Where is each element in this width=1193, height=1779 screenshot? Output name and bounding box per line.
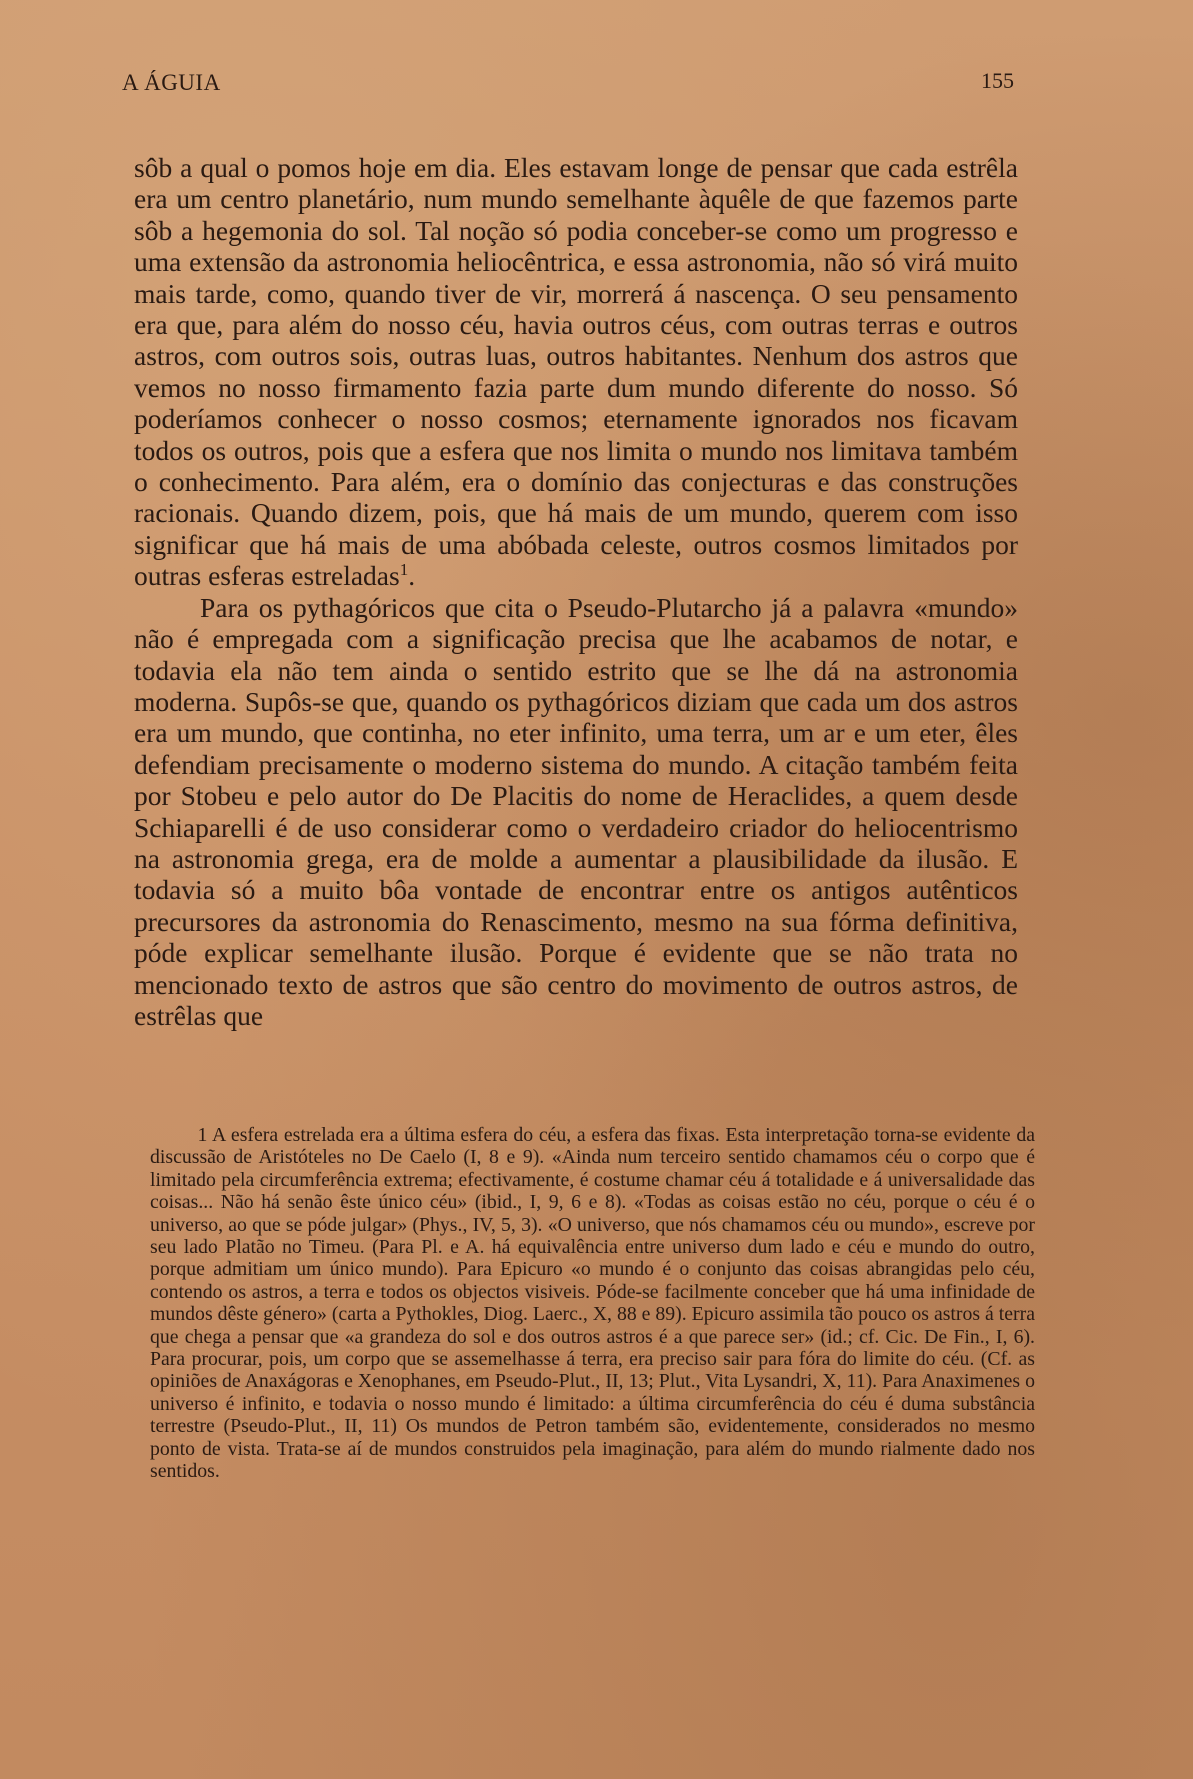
paragraph (134, 152, 1018, 592)
footnote-reference: 1 (399, 560, 409, 580)
page-number: 155 (981, 68, 1014, 93)
footnotes (150, 1124, 1035, 1483)
paragraph (134, 592, 1018, 1032)
footnote-reference-suffix: . (408, 560, 416, 592)
journal-title: A ÁGUIA (122, 70, 221, 95)
running-head (122, 68, 1014, 102)
footnote-mark: 1 (197, 1124, 208, 1146)
footnote-text: A esfera estrelada era a última esfera do céu, a esfera das fixas. Esta interpretação torna-se evidente da discussão de Aristóteles no De Caelo (I, 8 e 9). «Ainda num terceiro sentido chamamos céu o corpo que é limitado pela circumferência extrema; efectivamente, é costume chamar céu á totalidade e á universalidade das coisas... Não há senão êste único céu» (ibid., I, 9, 6 e 8). «Todas as coisas estão no céu, porque o céu é o universo, ao que se póde julgar» (Phys., IV, 5, 3). «O universo, que nós chamamos céu ou mundo», escreve por seu lado Platão no Timeu. (Para Pl. e A. há equivalência entre universo dum lado e céu e mundo do outro, porque admitiam um único mundo). Para Epicuro «o mundo é o conjunto das coisas abrangidas pelo céu, contendo os astros, a terra e todos os objectos visiveis. Póde-se facilmente conceber que há uma infinidade de mundos dêste género» (carta a Pythokles, Diog. Laerc., X, 88 e 89). Epicuro assimila tão pouco os astros á terra que chega a pensar que «a grandeza do sol e dos outros astros é a que parece ser» (id.; cf. Cic. De Fin., I, 6). Para procurar, pois, um corpo que se assemelhasse á terra, era preciso sair para fóra do limite do céu. (Cf. as opiniões de Anaxágoras e Xenophanes, em Pseudo-Plut., II, 13; Plut., Vita Lysandri, X, 11). Para Anaximenes o universo é infinito, e todavia o nosso mundo é limitado: a última circumferência do céu é duma substância terrestre (Pseudo-Plut., II, 11) Os mundos de Petron também são, evidentemente, considerados no mesmo ponto de vista. Trata-se aí de mundos construidos pela imaginação, para além do mundo rialmente dado nos sentidos. (150, 1124, 1035, 1483)
paragraph-text: sôb a qual o pomos hoje em dia. Eles estavam longe de pensar que cada estrêla era um centro planetário, num mundo semelhante àquêle de que fazemos parte sôb a hegemonia do sol. Tal noção só podia conceber-se como um progresso e uma extensão da astronomia heliocêntrica, e essa astronomia, não só virá muito mais tarde, como, quando tiver de vir, morrerá á nascença. O seu pensamento era que, para além do nosso céu, havia outros céus, com outras terras e outros astros, com outros sois, outras luas, outros habitantes. Nenhum dos astros que vemos no nosso firmamento fazia parte dum mundo diferente do nosso. Só poderíamos conhecer o nosso cosmos; eternamente ignorados nos ficavam todos os outros, pois que a esfera que nos limita o mundo nos limitava também o conhecimento. Para além, era o domínio das conjecturas e das construções racionais. Quando dizem, pois, que há mais de um mundo, querem com isso significar que há mais de uma abóbada celeste, outros cosmos limitados por outras esferas estreladas (134, 152, 1018, 592)
footnote (150, 1124, 1035, 1483)
paragraph-text: Para os pythagóricos que cita o Pseudo-Plutarcho já a palavra «mundo» não é empregada com a significação precisa que lhe acabamos de notar, e todavia ela não tem ainda o sentido estrito que se lhe dá na astronomia moderna. Supôs-se que, quando os pythagóricos diziam que cada um dos astros era um mundo, que continha, no eter infinito, uma terra, um ar e um eter, êles defendiam precisamente o moderno sistema do mundo. A citação também feita por Stobeu e pelo autor do De Placitis do nome de Heraclides, a quem desde Schiaparelli é de uso considerar como o verdadeiro criador do heliocentrismo na astronomia grega, era de molde a aumentar a plausibilidade da ilusão. E todavia só a muito bôa vontade de encontrar entre os antigos autênticos precursores da astronomia do Renascimento, mesmo na sua fórma definitiva, póde explicar semelhante ilusão. Porque é evidente que se não trata no mencionado texto de astros que são centro do movimento de outros astros, de estrêlas que (134, 591, 1018, 1031)
main-text (134, 152, 1018, 1031)
